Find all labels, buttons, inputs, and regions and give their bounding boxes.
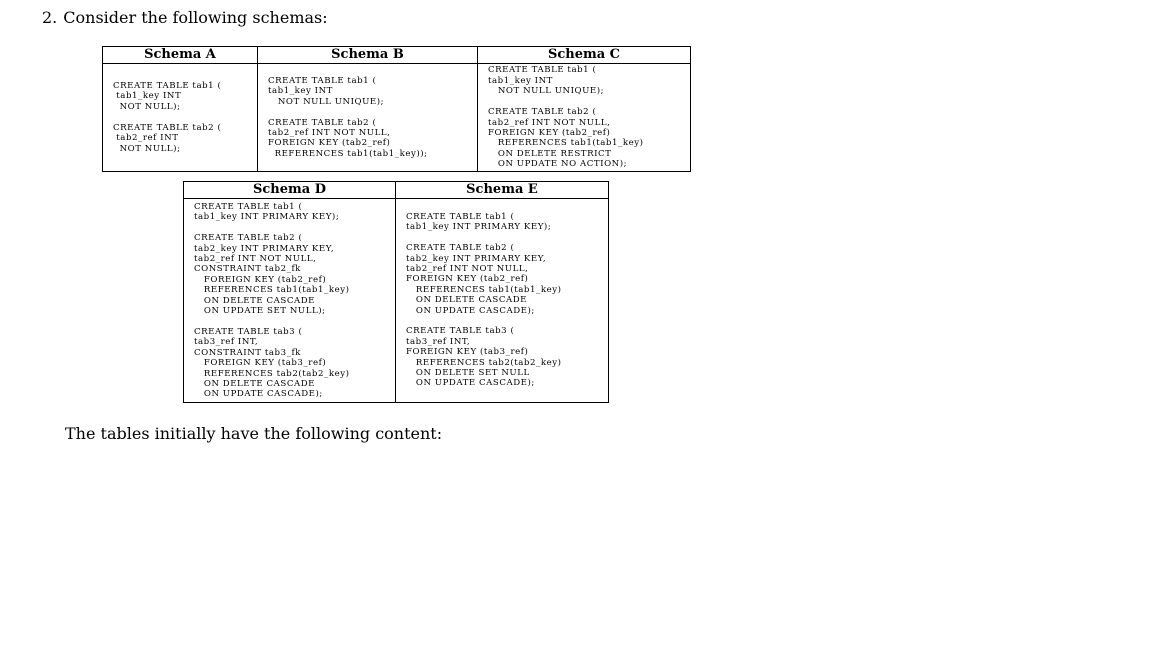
schema-a-header: Schema A [103, 47, 258, 64]
schema-c-code: CREATE TABLE tab1 ( tab1_key INT NOT NULL UNIQUE); CREATE TABLE tab2 ( tab2_ref INT NOT NULL, FOREIGN KEY (tab2_ref) REFERENCES tab1(tab1_key) ON DELETE RESTRICT ON UPDATE NO ACTION); [488, 65, 644, 170]
schemas-body-row [103, 64, 691, 172]
schema-a-cell [103, 64, 258, 172]
question-number: 2. [42, 8, 58, 27]
schema-b-header: Schema B [258, 47, 478, 64]
schema-d-header: Schema D [184, 182, 396, 199]
schema-c-header: Schema C [478, 47, 691, 64]
schema-c-cell [478, 64, 691, 172]
schemas-header-row [103, 47, 691, 64]
schema-e-code: CREATE TABLE tab1 ( tab1_key INT PRIMARY KEY); CREATE TABLE tab2 ( tab2_key INT PRIMARY KEY, tab2_ref INT NOT NULL, FOREIGN KEY (tab2_ref) REFERENCES tab1(tab1_key) ON DELETE CASCADE ON UPDATE CASCADE); CREATE TABLE tab3 ( tab3_ref INT, FOREIGN KEY (tab3_ref) REFERENCES tab2(tab2_key) ON DELETE SET NULL ON UPDATE CASCADE); [406, 211, 562, 389]
schemas-table-de [183, 181, 609, 403]
schema-d-cell [184, 199, 396, 403]
schemas-table-abc [102, 46, 691, 172]
schemas-body-row [184, 199, 609, 403]
schema-b-code: CREATE TABLE tab1 ( tab1_key INT NOT NULL UNIQUE); CREATE TABLE tab2 ( tab2_ref INT NOT NULL, FOREIGN KEY (tab2_ref) REFERENCES tab1(tab1_key)); [268, 75, 428, 159]
question-heading [42, 8, 328, 28]
schema-d-code: CREATE TABLE tab1 ( tab1_key INT PRIMARY KEY); CREATE TABLE tab2 ( tab2_key INT PRIMARY KEY, tab2_ref INT NOT NULL, CONSTRAINT tab2_fk FOREIGN KEY (tab2_ref) REFERENCES tab1(tab1_key) ON DELETE CASCADE ON UPDATE SET NULL); CREATE TABLE tab3 ( tab3_ref INT, CONSTRAINT tab3_fk FOREIGN KEY (tab3_ref) REFERENCES tab2(tab2_key) ON DELETE CASCADE ON UPDATE CASCADE); [194, 202, 350, 400]
schema-a-code: CREATE TABLE tab1 ( tab1_key INT NOT NULL); CREATE TABLE tab2 ( tab2_ref INT NOT NULL); [113, 81, 222, 154]
schema-e-cell [396, 199, 609, 403]
schema-b-cell [258, 64, 478, 172]
schemas-header-row [184, 182, 609, 199]
schema-e-header: Schema E [396, 182, 609, 199]
question-text: Consider the following schemas: [63, 8, 328, 27]
content-intro-text: The tables initially have the following content: [65, 424, 443, 443]
